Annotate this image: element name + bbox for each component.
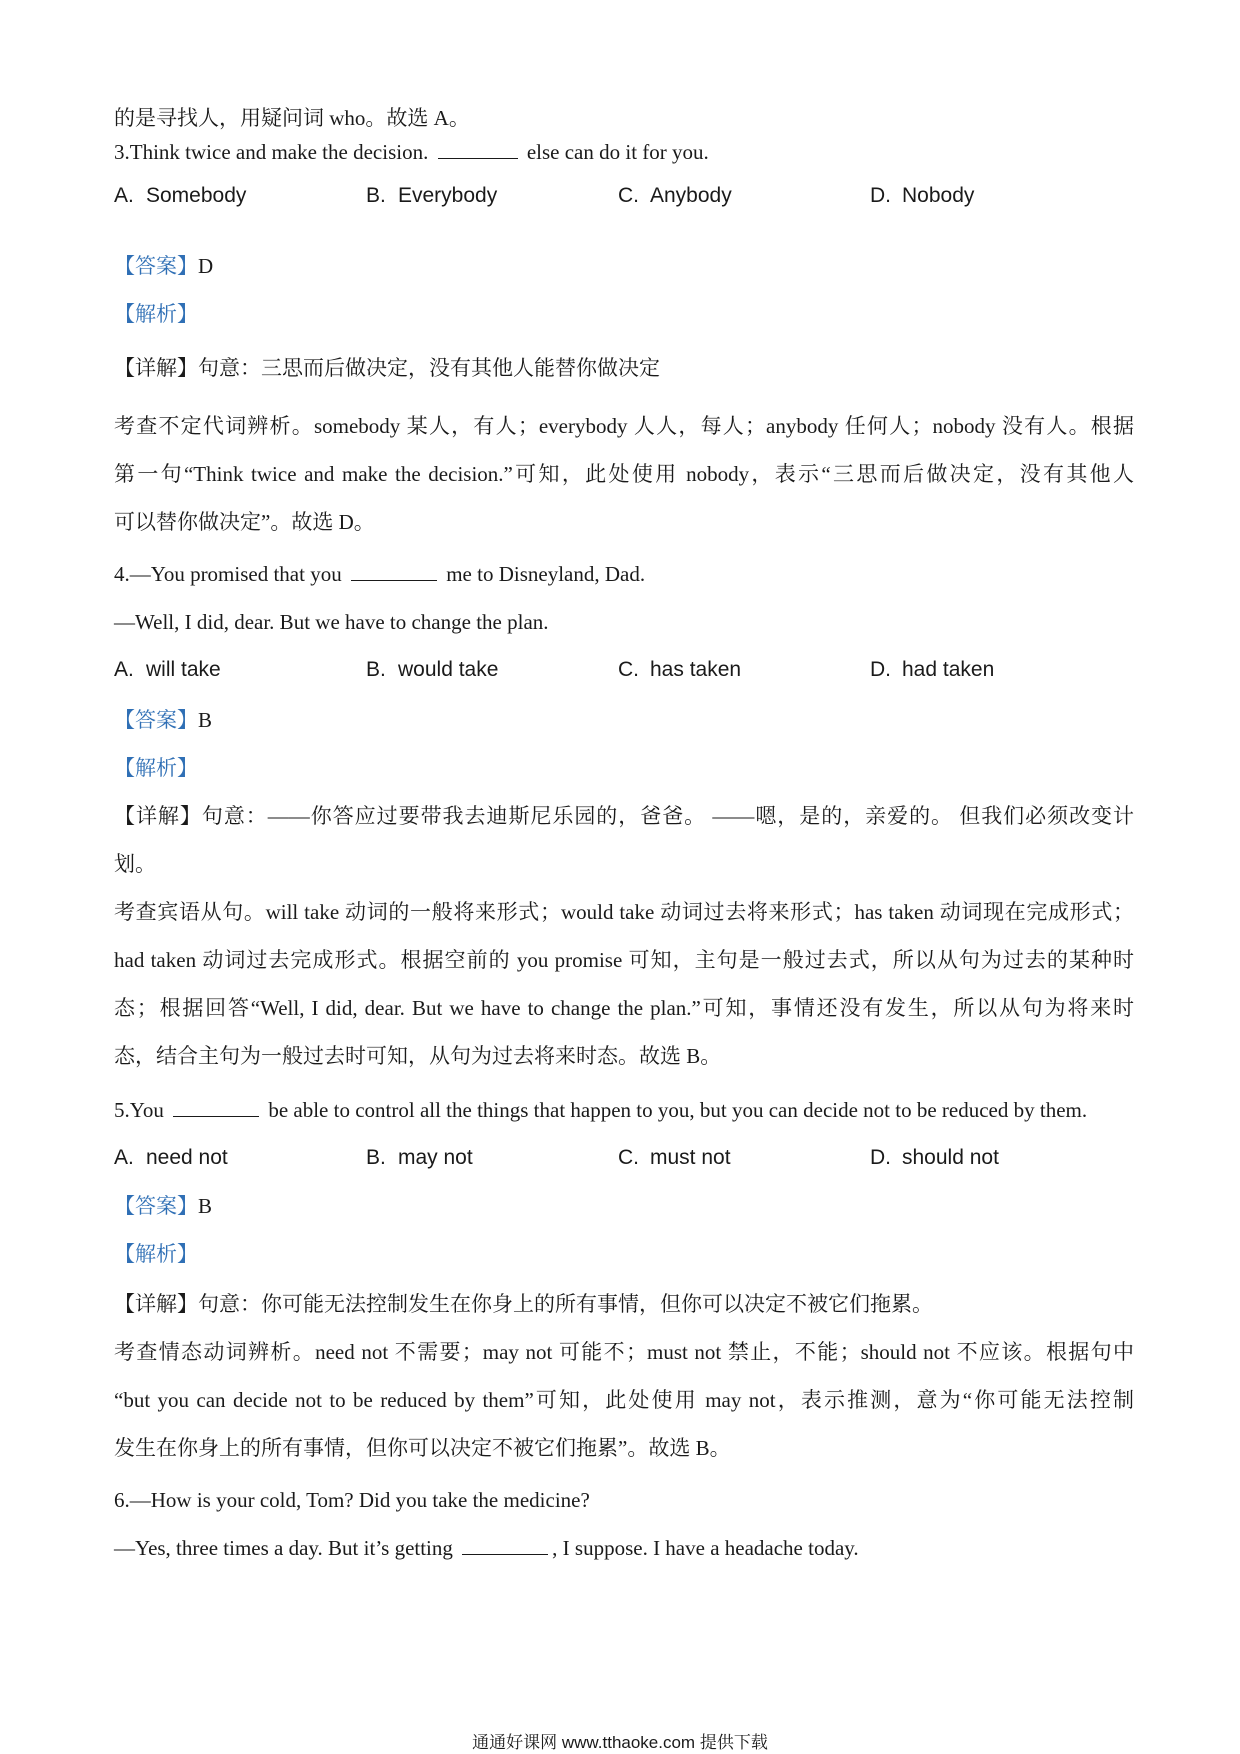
question-text: 3.Think twice and make the decision. [114, 140, 434, 164]
question-5 [114, 1096, 1134, 1124]
option-text: Somebody [146, 184, 247, 207]
page-footer: 通通好课网 www.tthaoke.com 提供下载 [472, 1733, 768, 1752]
answer-value: B [198, 1194, 213, 1218]
explanation-line: 发生在你身上的所有事情，但你可以决定不被它们拖累”。故选 B。 [114, 1436, 731, 1460]
option-text: would take [398, 658, 499, 681]
option-d [870, 1144, 999, 1172]
question-4-reply: —Well, I did, dear. But we have to change the plan. [114, 610, 549, 634]
question-6-reply [114, 1534, 1134, 1562]
option-letter: B. [366, 658, 386, 681]
explanation-line: 可以替你做决定”。故选 D。 [114, 510, 375, 534]
option-b [366, 656, 498, 684]
option-text: has taken [650, 658, 742, 681]
option-text: will take [146, 658, 221, 681]
option-letter: B. [366, 184, 386, 207]
option-letter: A. [114, 1146, 134, 1169]
analysis-tag: 【解析】 [114, 1242, 198, 1266]
answer-line [114, 252, 1134, 280]
option-c [618, 656, 741, 684]
explanation-line: 第一句“Think twice and make the decision.”可知，此处使用 nobody，表示“三思而后做决定，没有其他人 [114, 462, 1134, 486]
explanation-line: 态，结合主句为一般过去时可知，从句为过去将来时态。故选 B。 [114, 1044, 722, 1068]
detail-tag: 【详解】 [114, 804, 202, 828]
analysis-tag: 【解析】 [114, 756, 198, 780]
explanation-line: 考查宾语从句。will take 动词的一般将来形式；would take 动词过去将来形式；has taken 动词现在完成形式； [114, 900, 1134, 924]
explanation-line: 考查不定代词辨析。somebody 某人，有人；everybody 人人，每人；anybody 任何人；nobody 没有人。根据 [114, 414, 1134, 438]
answer-blank [173, 1096, 259, 1117]
option-c [618, 182, 732, 210]
question-text: , I suppose. I have a headache today. [552, 1536, 859, 1560]
explanation-line: had taken 动词过去完成形式。根据空前的 you promise 可知，主句是一般过去式，所以从句为过去的某种时 [114, 948, 1134, 972]
question-text: me to Disneyland, Dad. [440, 562, 646, 586]
option-text: must not [650, 1146, 731, 1169]
answer-blank [462, 1534, 548, 1555]
option-letter: D. [870, 658, 891, 681]
explanation-line: “but you can decide not to be reduced by them”可知，此处使用 may not，表示推测，意为“你可能无法控制 [114, 1388, 1134, 1412]
answer-tag: 【答案】 [114, 1194, 198, 1218]
option-text: Everybody [398, 184, 498, 207]
answer-blank [438, 138, 518, 159]
analysis-line [114, 1240, 1134, 1268]
option-letter: C. [618, 184, 639, 207]
option-text: Nobody [902, 184, 975, 207]
option-text: need not [146, 1146, 228, 1169]
question-3 [114, 138, 1134, 166]
option-letter: D. [870, 1146, 891, 1169]
question-4 [114, 560, 1134, 588]
question-text: 5.You [114, 1098, 170, 1122]
answer-line [114, 706, 1134, 734]
analysis-line [114, 754, 1134, 782]
question-6: 6.—How is your cold, Tom? Did you take the medicine? [114, 1488, 590, 1512]
text-line: 的是寻找人，用疑问词 who。故选 A。 [114, 106, 470, 130]
option-letter: C. [618, 1146, 639, 1169]
detail-line [114, 802, 1134, 830]
option-letter: D. [870, 184, 891, 207]
option-c [618, 1144, 731, 1172]
option-a [114, 182, 246, 210]
option-d [870, 656, 994, 684]
question-text: be able to control all the things that happen to you, but you can decide not to be reduced by them. [263, 1098, 1088, 1122]
question-text: —Yes, three times a day. But it’s getting [114, 1536, 459, 1560]
option-letter: A. [114, 184, 134, 207]
answer-tag: 【答案】 [114, 254, 198, 278]
option-a [114, 1144, 228, 1172]
analysis-line [114, 300, 1134, 328]
detail-line [114, 354, 1134, 382]
analysis-tag: 【解析】 [114, 302, 198, 326]
detail-line: 划。 [114, 852, 156, 876]
answer-blank [351, 560, 437, 581]
detail-text: 句意：三思而后做决定，没有其他人能替你做决定 [198, 356, 660, 380]
option-letter: A. [114, 658, 134, 681]
option-b [366, 182, 497, 210]
option-d [870, 182, 974, 210]
detail-tag: 【详解】 [114, 1292, 198, 1316]
detail-text: 句意：你可能无法控制发生在你身上的所有事情，但你可以决定不被它们拖累。 [198, 1292, 933, 1316]
answer-value: D [198, 254, 214, 278]
detail-tag: 【详解】 [114, 356, 198, 380]
option-text: had taken [902, 658, 995, 681]
explanation-line: 态；根据回答“Well, I did, dear. But we have to change the plan.”可知，事情还没有发生，所以从句为将来时 [114, 996, 1134, 1020]
detail-text: 句意：——你答应过要带我去迪斯尼乐园的，爸爸。 ——嗯，是的，亲爱的。 但我们必须改变计 [201, 804, 1135, 828]
option-text: should not [902, 1146, 999, 1169]
answer-value: B [198, 708, 213, 732]
explanation-line: 考查情态动词辨析。need not 不需要；may not 可能不；must not 禁止，不能；should not 不应该。根据句中 [114, 1340, 1134, 1364]
detail-line [114, 1290, 1134, 1318]
option-letter: B. [366, 1146, 386, 1169]
question-text: else can do it for you. [521, 140, 709, 164]
option-text: Anybody [650, 184, 732, 207]
option-letter: C. [618, 658, 639, 681]
option-a [114, 656, 221, 684]
option-b [366, 1144, 473, 1172]
option-text: may not [398, 1146, 473, 1169]
answer-line [114, 1192, 1134, 1220]
question-text: 4.—You promised that you [114, 562, 347, 586]
answer-tag: 【答案】 [114, 708, 198, 732]
